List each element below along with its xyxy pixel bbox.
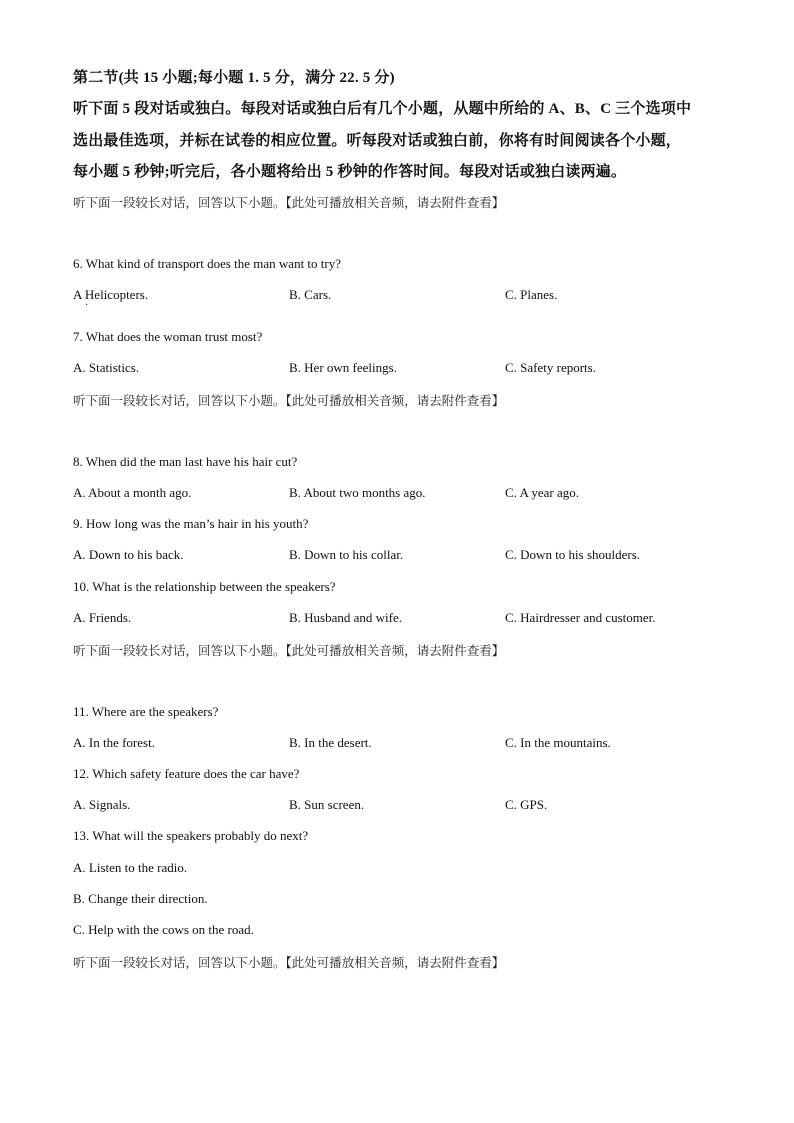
question-11-stem: 11. Where are the speakers? [73, 704, 219, 719]
question-11-option-a: A. In the forest. [73, 735, 155, 750]
audio-note-3: 听下面一段较长对话，回答以下小题。【此处可播放相关音频，请去附件查看】 [73, 644, 505, 658]
audio-note-4: 听下面一段较长对话，回答以下小题。【此处可播放相关音频，请去附件查看】 [73, 956, 505, 970]
question-10-stem: 10. What is the relationship between the speakers? [73, 579, 336, 594]
question-6-option-a: A Helicopters. [73, 287, 149, 302]
instructions-line-2: 选出最佳选项，并标在试卷的相应位置。听每段对话或独白前，你将有时间阅读各个小题， [73, 133, 682, 149]
question-6-stem: 6. What kind of transport does the man want to try? [73, 256, 342, 271]
question-9-stem: 9. How long was the man’s hair in his youth? [73, 516, 309, 531]
question-11-option-c: C. In the mountains. [505, 735, 611, 750]
question-8-option-a: A. About a month ago. [73, 485, 192, 500]
question-13-stem: 13. What will the speakers probably do next? [73, 828, 309, 843]
audio-note-2: 听下面一段较长对话，回答以下小题。【此处可播放相关音频，请去附件查看】 [73, 394, 505, 408]
question-12-stem: 12. Which safety feature does the car have? [73, 766, 300, 781]
question-11-option-b: B. In the desert. [289, 735, 372, 750]
question-10-option-c: C. Hairdresser and customer. [505, 610, 656, 625]
question-9-option-a: A. Down to his back. [73, 547, 184, 562]
audio-note-1: 听下面一段较长对话，回答以下小题。【此处可播放相关音频，请去附件查看】 [73, 196, 505, 210]
question-13-option-a: A. Listen to the radio. [73, 860, 188, 875]
question-12-option-a: A. Signals. [73, 797, 131, 812]
question-6-option-c: C. Planes. [505, 287, 558, 302]
instructions-line-1: 听下面 5 段对话或独白。每段对话或独白后有几个小题，从题中所给的 A、B、C 三个选项中 [73, 101, 692, 117]
question-13-option-c: C. Help with the cows on the road. [73, 922, 254, 937]
question-7-stem: 7. What does the woman trust most? [73, 329, 263, 344]
question-12-option-c: C. GPS. [505, 797, 548, 812]
question-7-option-c: C. Safety reports. [505, 360, 596, 375]
question-9-option-c: C. Down to his shoulders. [505, 547, 641, 562]
instructions-line-3: 每小题 5 秒钟;听完后，各小题将给出 5 秒钟的作答时间。每段对话或独白读两遍。 [73, 164, 627, 180]
question-12-option-b: B. Sun screen. [289, 797, 365, 812]
question-7-option-a: A. Statistics. [73, 360, 140, 375]
question-13-option-b: B. Change their direction. [73, 891, 208, 906]
stray-dot: · [85, 300, 89, 311]
question-8-option-c: C. A year ago. [505, 485, 580, 500]
question-8-option-b: B. About two months ago. [289, 485, 426, 500]
question-9-option-b: B. Down to his collar. [289, 547, 404, 562]
question-10-option-b: B. Husband and wife. [289, 610, 403, 625]
question-7-option-b: B. Her own feelings. [289, 360, 397, 375]
question-10-option-a: A. Friends. [73, 610, 132, 625]
question-6-option-b: B. Cars. [289, 287, 332, 302]
section-title: 第二节(共 15 小题;每小题 1. 5 分，满分 22. 5 分) [73, 70, 395, 86]
question-8-stem: 8. When did the man last have his hair cut? [73, 454, 298, 469]
